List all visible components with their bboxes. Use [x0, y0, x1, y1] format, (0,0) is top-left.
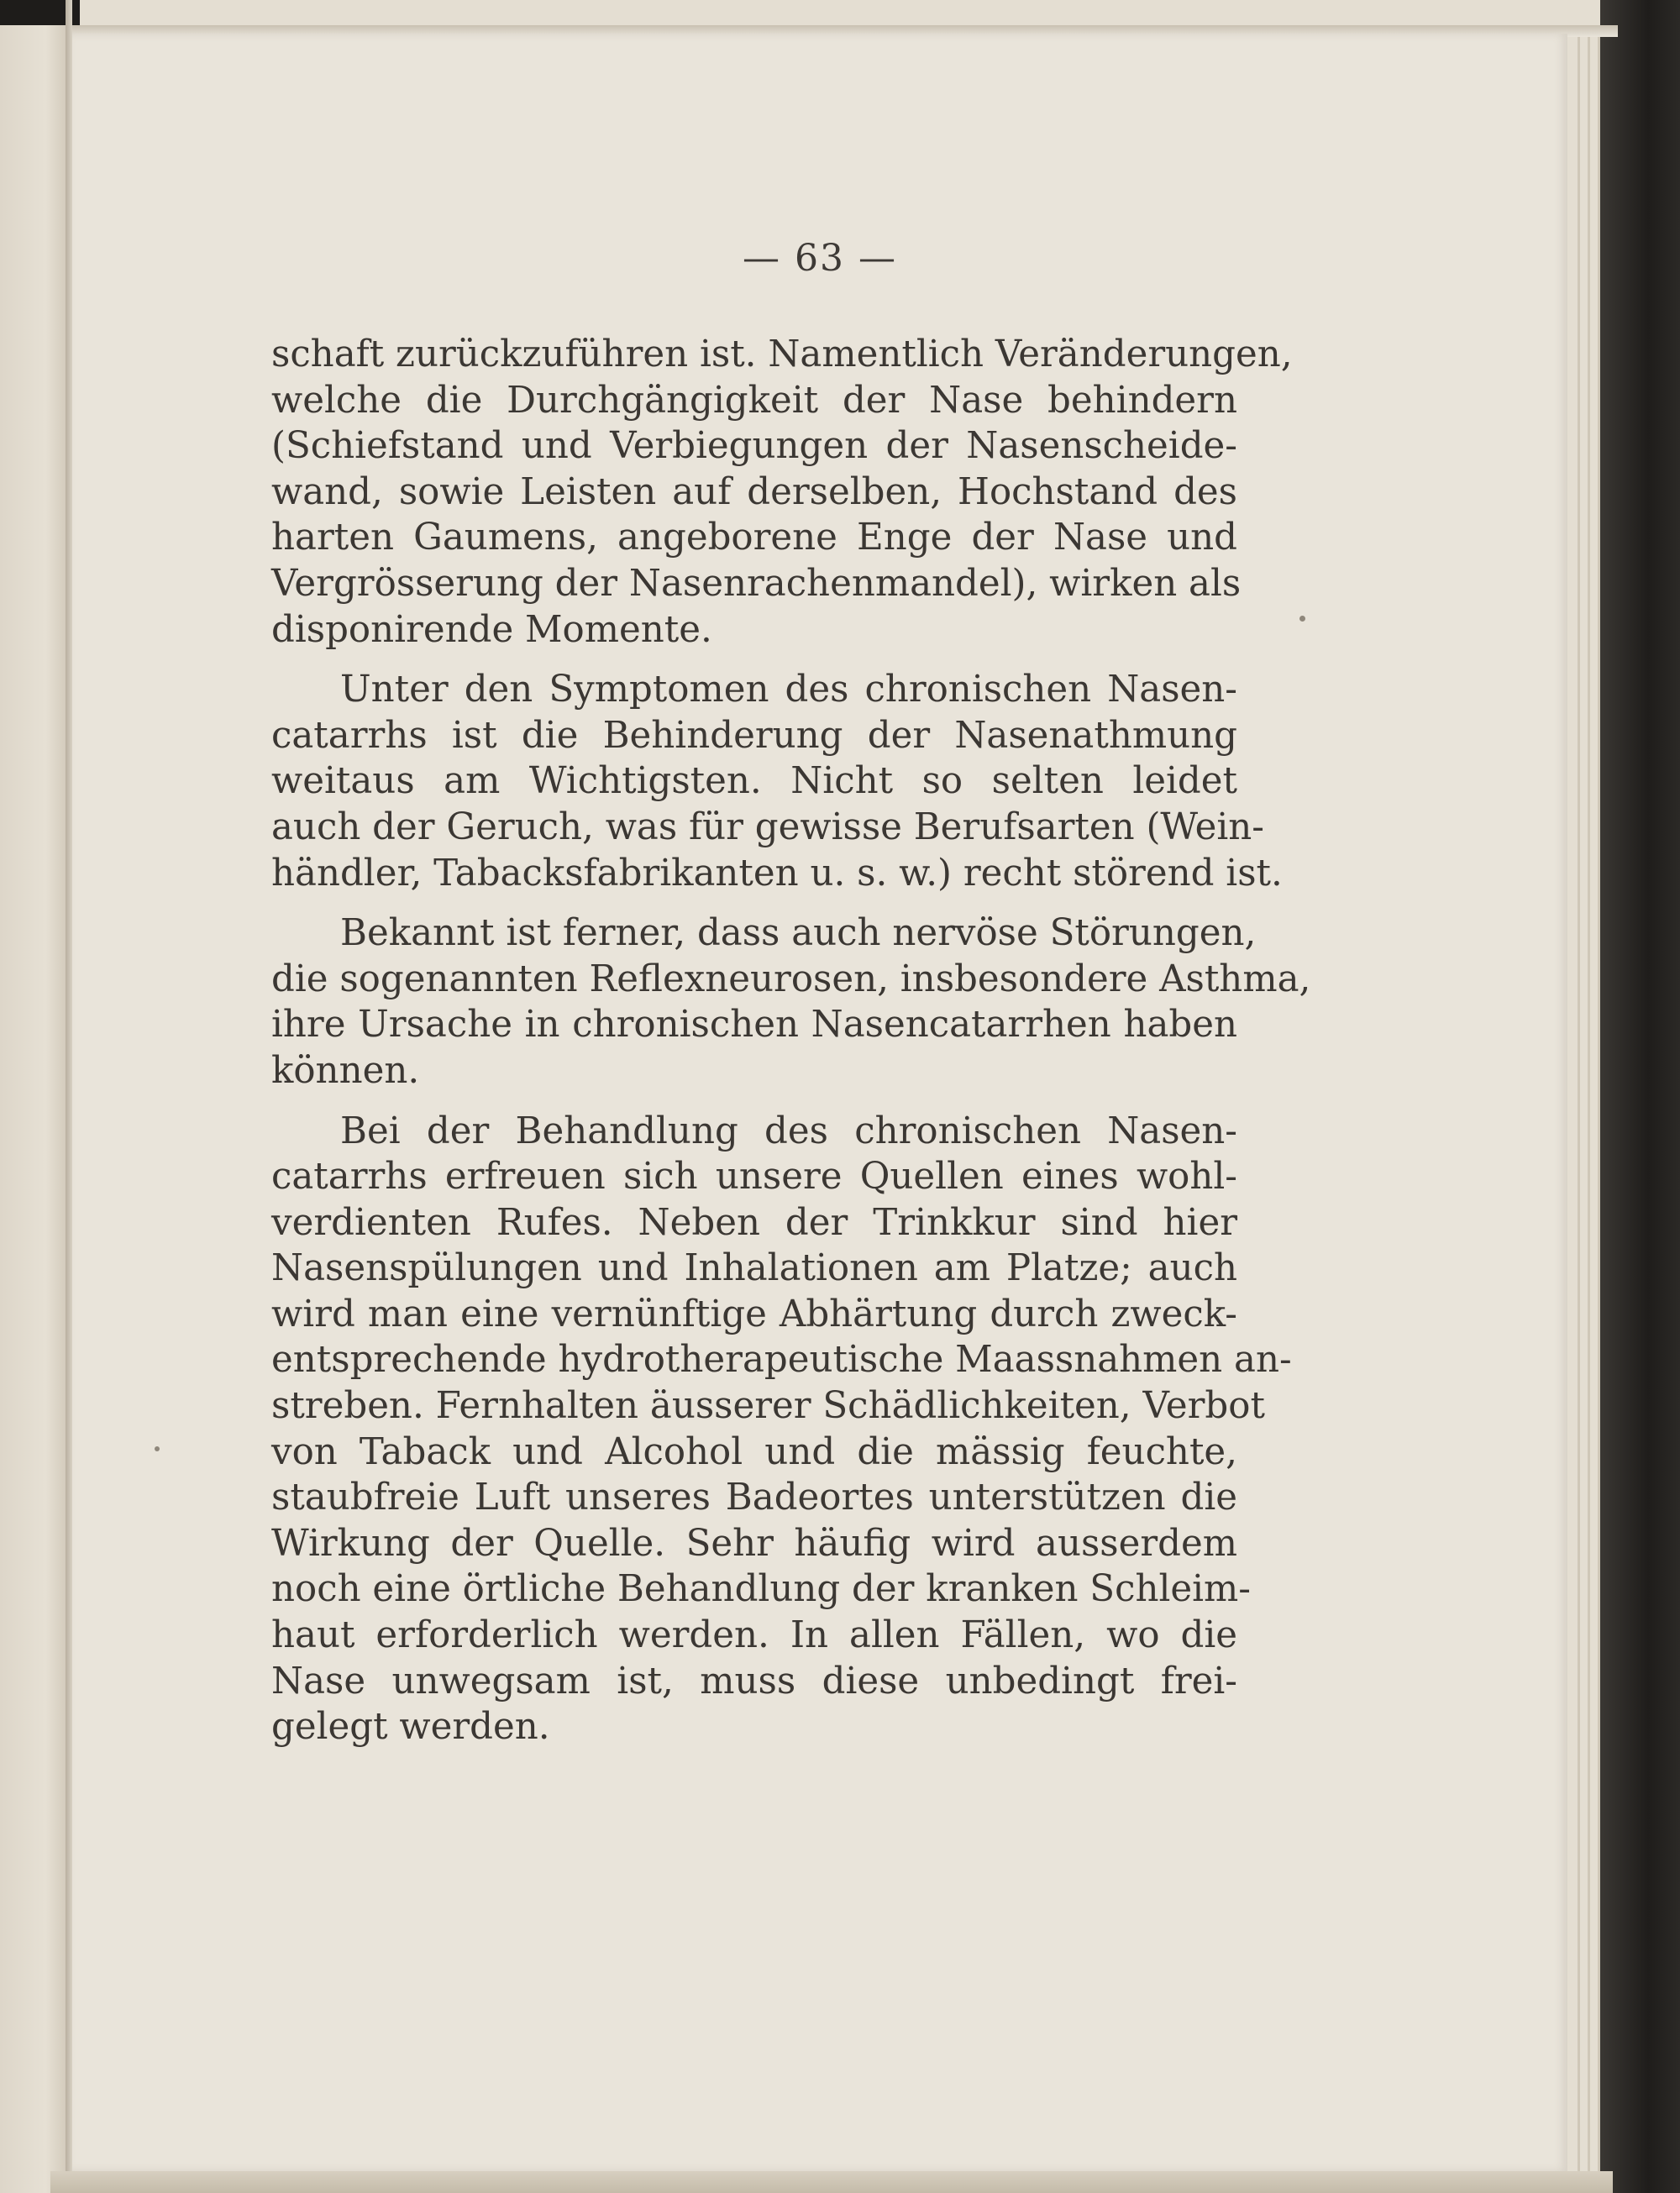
text-line: wand, sowie Leisten auf derselben, Hochstand des — [271, 470, 1237, 513]
paper-speck — [155, 1446, 160, 1451]
text-line: catarrhs ist die Behinderung der Nasenathmung — [271, 714, 1237, 757]
text-line: Nasenspülungen und Inhalationen am Platze; auch — [271, 1247, 1237, 1290]
text-line: weitaus am Wichtigsten. Nicht so selten leidet — [271, 760, 1237, 803]
text-line: disponirende Momente. — [271, 608, 712, 651]
text-line: catarrhs erfreuen sich unsere Quellen eines wohl- — [271, 1156, 1237, 1199]
text-line: streben. Fernhalten äusserer Schädlichkeiten, Verbot — [271, 1385, 1265, 1428]
body-text — [271, 332, 1311, 1765]
text-line: gelegt werden. — [271, 1706, 550, 1749]
text-line: ihre Ursache in chronischen Nasencatarrhen haben — [271, 1004, 1237, 1047]
text-line: können. — [271, 1049, 420, 1092]
page-edge-line — [1578, 25, 1580, 2175]
text-line: Vergrösserung der Nasenrachenmandel), wirken als — [271, 562, 1242, 605]
text-line: Nase unwegsam ist, muss diese unbedingt frei- — [271, 1660, 1237, 1702]
text-line: staubfreie Luft unseres Badeortes unterstützen die — [271, 1477, 1237, 1519]
paper-speck — [1299, 616, 1305, 622]
background-edge — [1600, 0, 1680, 2193]
left-page — [0, 0, 66, 2193]
paragraph-4 — [271, 1109, 1292, 1750]
text-line: entsprechende hydrotherapeutische Maassnahmen an- — [271, 1339, 1292, 1382]
text-line: Wirkung der Quelle. Sehr häufig wird ausserdem — [271, 1522, 1237, 1565]
text-line: von Taback und Alcohol und die mässig feuchte, — [271, 1430, 1237, 1473]
text-line: die sogenannten Reflexneurosen, insbesondere Asthma, — [271, 957, 1311, 1000]
bottom-edge — [50, 2171, 1613, 2193]
page-number: — 63 — — [743, 237, 897, 280]
paragraph-3 — [271, 910, 1311, 1094]
text-line: harten Gaumens, angeborene Enge der Nase und — [271, 517, 1237, 559]
text-line: welche die Durchgängigkeit der Nase behindern — [271, 379, 1237, 422]
text-line: Bei der Behandlung des chronischen Nasen- — [340, 1110, 1237, 1152]
page-edge-line — [1598, 25, 1600, 2175]
text-line: noch eine örtliche Behandlung der kranken Schleim- — [271, 1568, 1251, 1611]
text-line: (Schiefstand und Verbiegungen der Nasenscheide- — [271, 425, 1237, 468]
page-edge-line — [1588, 25, 1590, 2175]
text-line: schaft zurückzuführen ist. Namentlich Veränderungen, — [271, 333, 1293, 375]
paragraph-2 — [271, 667, 1283, 896]
text-line: händler, Tabacksfabrikanten u. s. w.) recht störend ist. — [271, 852, 1283, 895]
text-line: Bekannt ist ferner, dass auch nervöse Störungen, — [340, 912, 1257, 955]
text-line: auch der Geruch, was für gewisse Berufsarten (Wein- — [271, 805, 1264, 848]
text-line: wird man eine vernünftige Abhärtung durch zweck- — [271, 1293, 1237, 1335]
paragraph-1 — [271, 332, 1293, 653]
gutter — [66, 0, 72, 2193]
text-line: verdienten Rufes. Neben der Trinkkur sind hier — [271, 1201, 1237, 1244]
text-line: haut erforderlich werden. In allen Fällen, wo die — [271, 1614, 1237, 1657]
text-line: Unter den Symptomen des chronischen Nasen- — [340, 669, 1237, 711]
